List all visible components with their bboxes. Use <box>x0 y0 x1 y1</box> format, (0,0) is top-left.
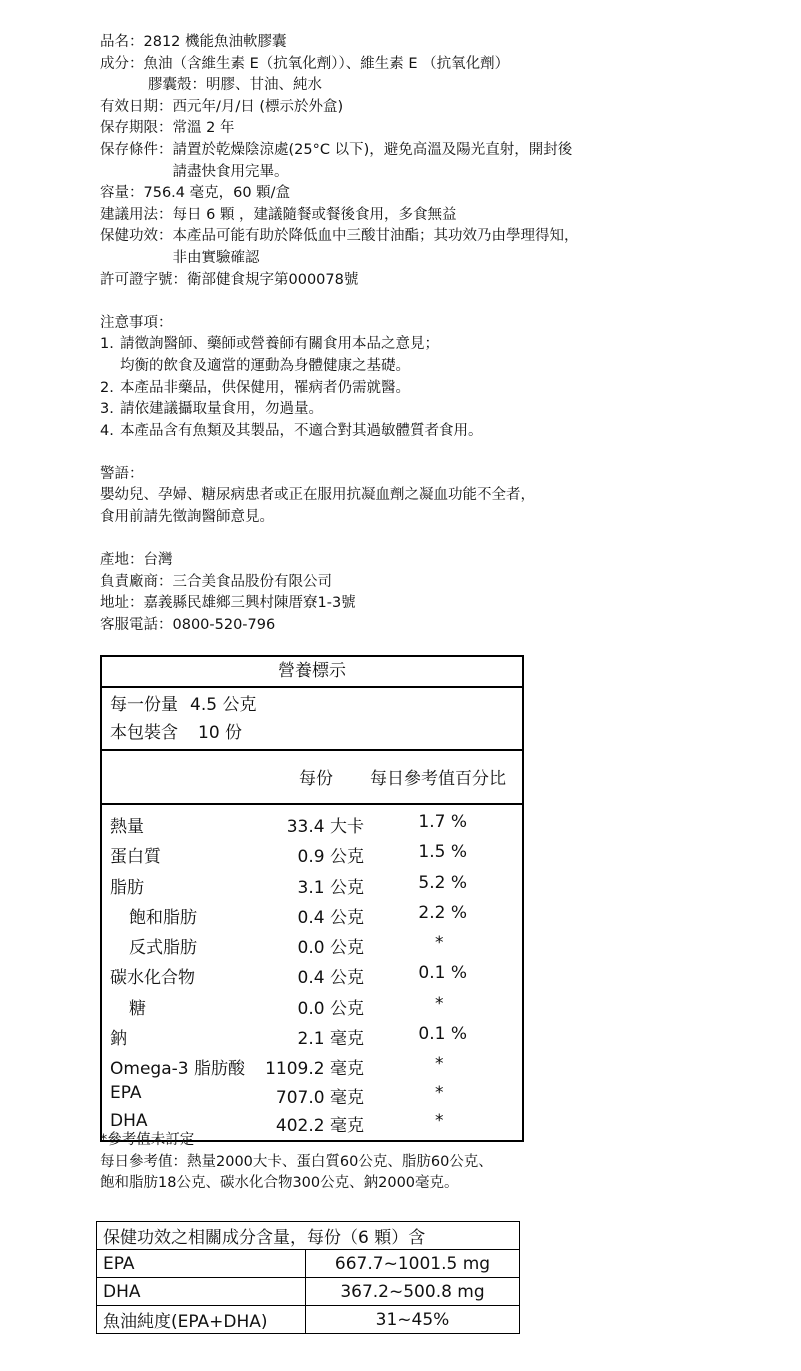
nutrition-row: 反式脂肪 0.0 公克 * <box>129 933 444 959</box>
ingredients <box>100 54 790 76</box>
nutrition-row: 飽和脂肪 0.4 公克 2.2 % <box>129 902 467 928</box>
health-item-value: 667.7~1001.5 mg <box>306 1250 520 1278</box>
function-value: 本產品可能有助於降低血中三酸甘油酯；其功效乃由學理得知，非由實驗確認 <box>172 228 579 266</box>
serving-info <box>102 688 522 751</box>
serving-size-label: 每一份量 <box>110 695 178 715</box>
health-table-title: 保健功效之相關成分含量，每份（6 顆）含 <box>97 1222 520 1250</box>
address: 地址：嘉義縣民雄鄉三興村陳厝寮1-3號 <box>100 595 356 612</box>
note-item: 均衡的飲食及適當的運動為身體健康之基礎。 <box>120 357 410 374</box>
nutrition-row: Omega-3 脂肪酸 1109.2 毫克 * <box>110 1054 444 1080</box>
health-item-name: 魚油純度(EPA+DHA) <box>97 1306 306 1334</box>
footnote-line: *參考值未訂定 <box>100 1132 195 1148</box>
warning-text: 嬰幼兒、孕婦、糖尿病患者或正在服用抗凝血劑之凝血功能不全者， <box>100 487 535 504</box>
capacity: 容量：756.4 毫克，60 顆/盒 <box>100 185 291 202</box>
footnote-line: 飽和脂肪18公克、碳水化合物300公克、鈉2000毫克。 <box>100 1175 459 1192</box>
product-name: 品名：2812 機能魚油軟膠囊 <box>100 34 287 50</box>
health-function <box>100 226 790 269</box>
shelf-life: 保存期限：常溫 2 年 <box>100 120 235 137</box>
per-serving-header: 每份 <box>299 769 333 789</box>
storage-conditions <box>100 140 790 183</box>
footnote-line: 每日參考值：熱量2000大卡、蛋白質60公克、脂肪60公克、 <box>100 1153 493 1170</box>
note-item: 2. 本產品非藥品，供保健用，罹病者仍需就醫。 <box>100 379 410 396</box>
nutrition-footnote <box>100 1130 493 1195</box>
expiry-date: 有效日期：西元年/月/日 (標示於外盒) <box>100 98 344 115</box>
nutrition-rows <box>102 805 522 1140</box>
health-item-value: 367.2~500.8 mg <box>306 1278 520 1306</box>
nutrition-row: 熱量 33.4 大卡 1.7 % <box>110 812 467 837</box>
storage-label: 保存條件： <box>100 141 173 158</box>
nutrition-row: 脂肪 3.1 公克 5.2 % <box>110 872 467 898</box>
usage: 建議用法：每日 6 顆 ，建議隨餐或餐後食用，多食無益 <box>100 206 457 223</box>
health-table-row <box>97 1278 520 1306</box>
nutrition-row: 鈉 2.1 毫克 0.1 % <box>110 1024 467 1050</box>
nutrition-row: EPA 707.0 毫克 * <box>110 1082 444 1108</box>
servings-per-pack-label: 本包裝含 <box>110 723 178 743</box>
serving-size-value: 4.5 公克 <box>190 695 257 715</box>
ingredients-label: 成分： <box>100 55 144 72</box>
license-number: 許可證字號：衛部健食規字第000078號 <box>100 271 359 288</box>
health-item-name: DHA <box>97 1278 306 1306</box>
nutrition-facts-table <box>100 655 524 1142</box>
capsule-shell: 膠囊殼：明膠、甘油、純水 <box>148 77 322 94</box>
ingredients-value: 魚油（含維生素 E（抗氧化劑））、維生素 E （抗氧化劑） <box>143 55 510 72</box>
warning-text: 食用前請先徵詢醫師意見。 <box>100 509 274 526</box>
nutrition-row: DHA 402.2 毫克 * <box>110 1111 444 1137</box>
product-info <box>100 32 790 637</box>
origin-place: 產地：台灣 <box>100 552 173 569</box>
servings-per-pack-value: 10 份 <box>198 723 243 743</box>
health-item-name: EPA <box>97 1250 306 1278</box>
daily-value-header: 每日參考值百分比 <box>370 769 506 789</box>
notes-title: 注意事項： <box>100 314 173 331</box>
nutrition-row: 糖 0.0 公克 * <box>129 993 444 1019</box>
nutrition-row: 碳水化合物 0.4 公克 0.1 % <box>110 963 467 989</box>
health-table-title-row <box>97 1222 520 1250</box>
health-ingredient-table <box>96 1221 520 1334</box>
nutrition-row: 蛋白質 0.9 公克 1.5 % <box>110 842 467 868</box>
warning-title: 警語： <box>100 465 144 482</box>
note-item: 1. 請徵詢醫師、藥師或營養師有關食用本品之意見； <box>100 336 439 353</box>
health-item-value: 31~45% <box>306 1306 520 1334</box>
note-item: 3. 請依建議攝取量食用，勿過量。 <box>100 401 323 418</box>
function-label: 保健功效： <box>100 228 173 245</box>
nutrition-header <box>102 751 522 805</box>
storage-value: 請置於乾燥陰涼處(25°C 以下)，避免高溫及陽光直射，開封後請盡快食用完畢。 <box>172 141 573 180</box>
service-phone: 客服電話：0800-520-796 <box>100 617 276 634</box>
note-item: 4. 本產品含有魚類及其製品，不適合對其過敏體質者食用。 <box>100 422 483 439</box>
health-table-row <box>97 1306 520 1334</box>
manufacturer: 負責廠商：三合美食品股份有限公司 <box>100 573 332 590</box>
health-table-row <box>97 1250 520 1278</box>
nutrition-title: 營養標示 <box>102 657 522 688</box>
